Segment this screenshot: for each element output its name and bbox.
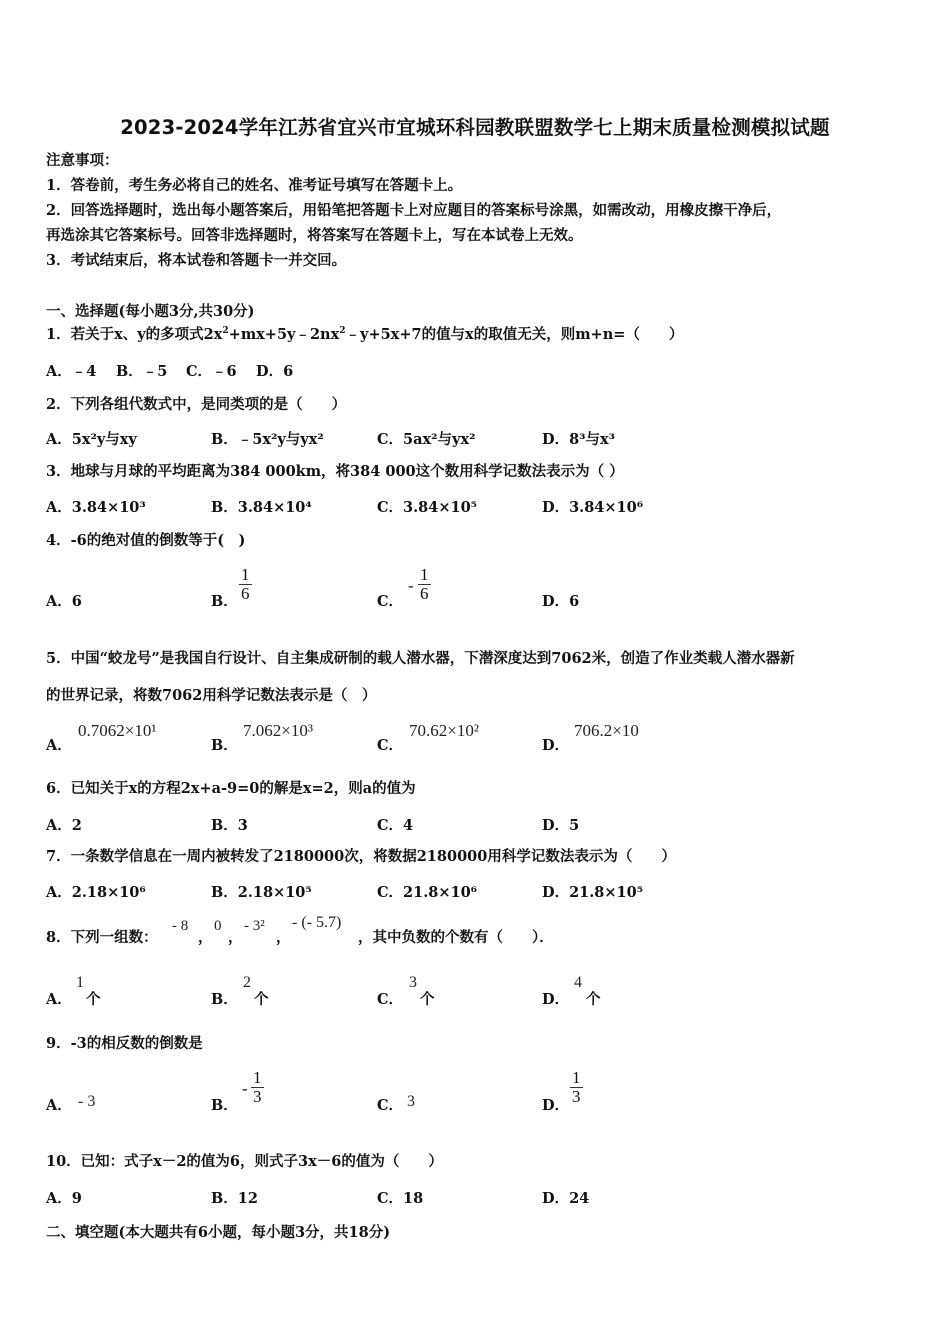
question-7: 7．一条数学信息在一周内被转发了2180000次，将数据2180000用科学记数法表示为（ ） <box>46 848 676 865</box>
q5-option-c-label[interactable]: C． <box>377 737 404 754</box>
q4-option-d[interactable]: D．6 <box>542 593 580 610</box>
q5-option-a-expr[interactable]: 0.7062×10¹ <box>78 721 157 740</box>
q5-option-d-expr[interactable]: 706.2×10 <box>574 721 639 740</box>
q9-option-d-fraction[interactable] <box>570 1069 583 1106</box>
q4-option-b-label[interactable]: B． <box>211 593 238 610</box>
q8-option-c-value[interactable]: 3 <box>409 974 417 991</box>
q4-option-c-fraction[interactable] <box>418 566 431 603</box>
question-1 <box>46 325 683 345</box>
q5-option-b-expr[interactable]: 7.062×10³ <box>243 721 313 740</box>
q9-b-numerator: 1 <box>253 1068 262 1087</box>
note-item-3: 3．考试结束后，将本试卷和答题卡一并交回。 <box>46 252 347 269</box>
q1-option-a[interactable]: A．﹣4 <box>46 363 97 380</box>
question-3: 3．地球与月球的平均距离为384 000km，将384 000这个数用科学记数法表示为（ ） <box>46 463 624 480</box>
q10-option-d[interactable]: D．24 <box>542 1190 590 1207</box>
q8-comma-1: ， <box>198 929 213 946</box>
q6-option-b[interactable]: B．3 <box>211 817 248 834</box>
q8-comma-3: ， <box>276 929 291 946</box>
q8-option-c-unit: 个 <box>420 991 435 1008</box>
q2-option-a[interactable]: A．5x²y与xy <box>46 431 137 448</box>
q1-option-c[interactable]: C．﹣6 <box>186 363 237 380</box>
question-4: 4．-6的绝对值的倒数等于( ) <box>46 532 246 549</box>
q8-option-a-value[interactable]: 1 <box>76 974 84 991</box>
q9-option-a-label[interactable]: A． <box>46 1097 72 1114</box>
q5-option-a-label[interactable]: A． <box>46 737 72 754</box>
q4-c-denominator: 6 <box>420 584 429 603</box>
q8-number-1: - 8 <box>172 918 189 934</box>
q4-b-denominator: 6 <box>241 584 250 603</box>
q8-number-2: 0 <box>214 918 222 934</box>
q2-option-d[interactable]: D．8³与x³ <box>542 431 616 448</box>
q1-text-a: 1．若关于x、y的多项式2x <box>46 326 223 343</box>
q5-option-c-expr[interactable]: 70.62×10² <box>409 721 479 740</box>
q4-option-c-sign: - <box>408 576 414 595</box>
q4-option-b-fraction[interactable] <box>239 566 252 603</box>
question-6: 6．已知关于x的方程2x+a-9=0的解是x=2，则a的值为 <box>46 780 416 797</box>
question-2: 2．下列各组代数式中，是同类项的是（ ） <box>46 396 347 413</box>
note-item-2: 2．回答选择题时，选出每小题答案后，用铅笔把答题卡上对应题目的答案标号涂黑，如需改动，用橡皮擦干净后， <box>46 202 782 219</box>
page-title: 2023-2024学年江苏省宜兴市宜城环科园教联盟数学七上期末质量检测模拟试题 <box>120 116 830 139</box>
q8-comma-2: ， <box>228 929 243 946</box>
q8-option-b-label[interactable]: B． <box>211 991 238 1008</box>
q9-option-b-fraction[interactable] <box>251 1069 264 1106</box>
q10-option-c[interactable]: C．18 <box>377 1190 424 1207</box>
q9-d-denominator: 3 <box>572 1087 581 1106</box>
q9-option-d-label[interactable]: D． <box>542 1097 570 1114</box>
q8-option-b-unit: 个 <box>254 991 269 1008</box>
q8-option-d-label[interactable]: D． <box>542 991 570 1008</box>
q8-option-c-label[interactable]: C． <box>377 991 404 1008</box>
q8-option-d-value[interactable]: 4 <box>574 974 582 991</box>
q10-option-b[interactable]: B．12 <box>211 1190 258 1207</box>
q6-option-c[interactable]: C．4 <box>377 817 414 834</box>
q8-option-d-unit: 个 <box>586 991 601 1008</box>
q8-number-4: - (- 5.7) <box>292 914 342 931</box>
section-1-heading: 一、选择题(每小题3分,共30分) <box>46 303 255 320</box>
question-5-line-1: 5．中国“蛟龙号”是我国自行设计、自主集成研制的载人潜水器，下潜深度达到7062米，创造了作业类载人潜水器新 <box>46 650 795 667</box>
q10-option-a[interactable]: A．9 <box>46 1190 82 1207</box>
q9-option-b-sign: - <box>242 1079 248 1098</box>
question-5-line-2: 的世界记录，将数7062用科学记数法表示是（ ） <box>46 687 377 704</box>
q7-option-d[interactable]: D．21.8×10⁵ <box>542 884 644 901</box>
question-9: 9．-3的相反数的倒数是 <box>46 1035 203 1052</box>
q5-option-d-label[interactable]: D． <box>542 737 570 754</box>
q8-option-a-unit: 个 <box>86 991 101 1008</box>
q7-option-c[interactable]: C．21.8×10⁶ <box>377 884 478 901</box>
q4-b-numerator: 1 <box>241 565 250 584</box>
section-2-heading: 二、填空题(本大题共有6小题，每小题3分，共18分) <box>46 1224 391 1241</box>
q9-option-a-value[interactable]: - 3 <box>78 1093 96 1110</box>
q1-option-b[interactable]: B．﹣5 <box>116 363 168 380</box>
q7-option-a[interactable]: A．2.18×10⁶ <box>46 884 146 901</box>
q9-d-numerator: 1 <box>572 1068 581 1087</box>
q3-option-d[interactable]: D．3.84×10⁶ <box>542 499 644 516</box>
q3-option-b[interactable]: B．3.84×10⁴ <box>211 499 312 516</box>
q4-option-c-label[interactable]: C． <box>377 593 404 610</box>
note-item-2-cont: 再选涂其它答案标号。回答非选择题时，将答案写在答题卡上，写在本试卷上无效。 <box>46 227 583 244</box>
q8-option-b-value[interactable]: 2 <box>243 974 251 991</box>
q9-option-c-label[interactable]: C． <box>377 1097 404 1114</box>
q3-option-a[interactable]: A．3.84×10³ <box>46 499 146 516</box>
q8-option-a-label[interactable]: A． <box>46 991 72 1008</box>
q2-option-c[interactable]: C．5ax²与yx² <box>377 431 476 448</box>
question-8-text-b: ，其中负数的个数有（ ）． <box>358 929 554 946</box>
q4-c-numerator: 1 <box>420 565 429 584</box>
q3-option-c[interactable]: C．3.84×10⁵ <box>377 499 478 516</box>
q1-option-d[interactable]: D．6 <box>256 363 294 380</box>
q9-b-denominator: 3 <box>253 1087 262 1106</box>
q6-option-a[interactable]: A．2 <box>46 817 82 834</box>
q7-option-b[interactable]: B．2.18×10⁵ <box>211 884 312 901</box>
q6-option-d[interactable]: D．5 <box>542 817 580 834</box>
q4-option-a[interactable]: A．6 <box>46 593 82 610</box>
question-10: 10．已知：式子x－2的值为6，则式子3x－6的值为（ ） <box>46 1153 443 1170</box>
q5-option-b-label[interactable]: B． <box>211 737 238 754</box>
q1-text-b: +mx+5y﹣2nx <box>228 326 340 343</box>
q1-text-c: ﹣y+5x+7的值与x的取值无关，则m+n=（ ） <box>345 326 684 343</box>
q1-sup-b: 2 <box>339 326 346 337</box>
q8-number-3: - 3² <box>244 918 265 934</box>
question-8-text-a: 8．下列一组数： <box>46 929 158 946</box>
q1-sup-a: 2 <box>222 326 229 337</box>
q2-option-b[interactable]: B．﹣5x²y与yx² <box>211 431 324 448</box>
q9-option-c-value[interactable]: 3 <box>407 1093 415 1110</box>
notes-heading: 注意事项： <box>46 152 119 169</box>
note-item-1: 1．答卷前，考生务必将自己的姓名、准考证号填写在答题卡上。 <box>46 177 463 194</box>
q9-option-b-label[interactable]: B． <box>211 1097 238 1114</box>
